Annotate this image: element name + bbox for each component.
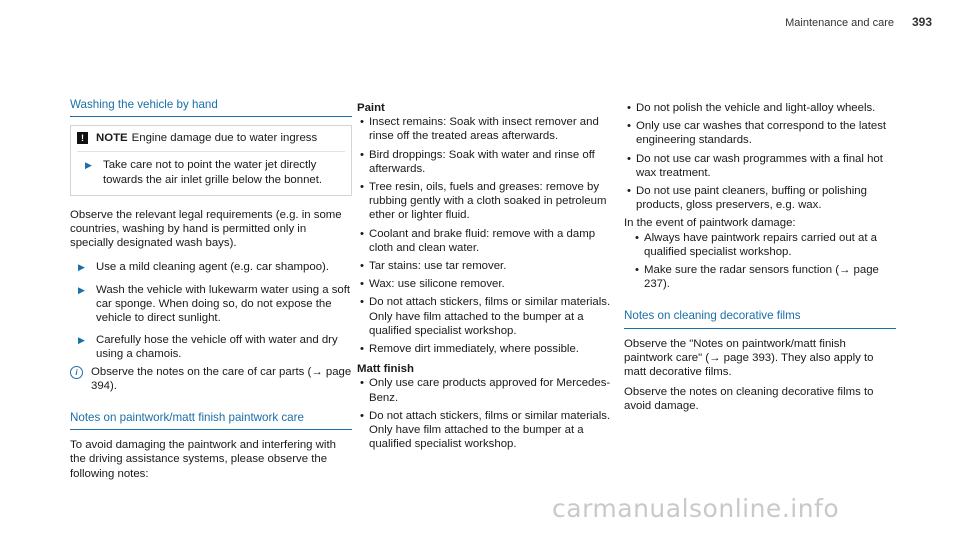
step-text: Wash the vehicle with lukewarm water using a soft car sponge. When doing so, do not expose the vehicle to direct sunlight.: [96, 283, 351, 325]
list-item: • Insect remains: Soak with insect remover and rinse off the treated areas afterwards.: [357, 115, 622, 143]
list-item: • Do not use paint cleaners, buffing or polishing products, gloss preservers, e.g. wax.: [624, 184, 896, 212]
list-item: • Do not polish the vehicle and light-alloy wheels.: [624, 101, 896, 115]
step-text: Carefully hose the vehicle off with water and dry using a chamois.: [96, 334, 338, 361]
matt-list: [357, 376, 622, 451]
damage-list: [632, 231, 896, 292]
care-list: [624, 101, 896, 212]
matt-finish-heading: Matt finish: [357, 363, 414, 376]
step-arrow-icon: ▶: [78, 284, 85, 295]
list-item: • Coolant and brake fluid: remove with a damp cloth and clean water.: [357, 227, 622, 255]
list-item: • Tar stains: use tar remover.: [357, 259, 622, 273]
decorative-films-heading: Notes on cleaning decorative films: [624, 309, 896, 328]
list-item: • Always have paintwork repairs carried out at a qualified specialist workshop.: [632, 231, 896, 259]
step-arrow-icon: ▶: [78, 262, 85, 273]
note-divider: [77, 151, 345, 152]
column-right: [624, 101, 896, 414]
note-step-text: Take care not to point the water jet directly towards the air inlet grille below the bonnet.: [103, 159, 323, 186]
paintwork-heading: Notes on paintwork/matt finish paintwork care: [70, 411, 352, 430]
washing-heading: Washing the vehicle by hand: [70, 98, 352, 117]
page-number: 393: [911, 15, 932, 29]
damage-intro: In the event of paintwork damage:: [624, 217, 796, 230]
list-item: • Do not attach stickers, films or similar materials. Only have film attached to the bumper at a qualified specialist workshop.: [357, 295, 622, 338]
column-left: [70, 98, 352, 481]
list-item: • Wax: use silicone remover.: [357, 277, 622, 291]
list-item: • Tree resin, oils, fuels and greases: remove by rubbing gently with a cloth soaked in petroleum ether or lighter fluid.: [357, 180, 622, 223]
step-2: [70, 283, 352, 326]
note-step: [77, 158, 345, 186]
list-item: • Remove dirt immediately, where possible.: [357, 342, 622, 356]
paintwork-text: To avoid damaging the paintwork and interfering with the driving assistance systems, please observe the following notes:: [70, 439, 336, 480]
list-item: • Only use car washes that correspond to the latest engineering standards.: [624, 119, 896, 147]
list-item: • Make sure the radar sensors function (→ page 237).: [632, 263, 896, 291]
note-label: NOTE: [96, 132, 128, 145]
step-text: Use a mild cleaning agent (e.g. car shampoo).: [96, 261, 329, 274]
decorative-text-2: Observe the notes on cleaning decorative films to avoid damage.: [624, 386, 874, 413]
warning-icon: !: [77, 132, 88, 144]
note-box: [70, 125, 352, 196]
column-middle: [357, 101, 622, 455]
info-icon: i: [70, 366, 83, 379]
paint-list: [357, 115, 622, 356]
note-text: Engine damage due to water ingress: [131, 132, 318, 145]
step-3: [70, 333, 352, 361]
note-title: [77, 131, 345, 145]
watermark: carmanualsonline.info: [552, 494, 840, 523]
list-item: • Only use care products approved for Mercedes-Benz.: [357, 376, 622, 404]
list-item: • Do not use car wash programmes with a final hot wax treatment.: [624, 152, 896, 180]
step-arrow-icon: ▶: [85, 160, 92, 171]
step-1: [70, 260, 352, 274]
decorative-text-1: Observe the "Notes on paintwork/matt finish paintwork care" (→ page 393). They also apply to matt decorative films.: [624, 337, 874, 379]
paint-heading: Paint: [357, 102, 385, 114]
info-note: [70, 365, 352, 393]
running-header-title: Maintenance and care: [785, 17, 894, 29]
list-item: • Do not attach stickers, films or similar materials. Only have film attached to the bumper at a qualified specialist workshop.: [357, 409, 622, 452]
list-item: • Bird droppings: Soak with water and rinse off afterwards.: [357, 148, 622, 176]
info-text: Observe the notes on the care of car parts (→ page 394).: [91, 365, 352, 392]
step-arrow-icon: ▶: [78, 335, 85, 346]
observe-text: Observe the relevant legal requirements (e.g. in some countries, washing by hand is permitted only in specially designated wash bays).: [70, 208, 342, 250]
